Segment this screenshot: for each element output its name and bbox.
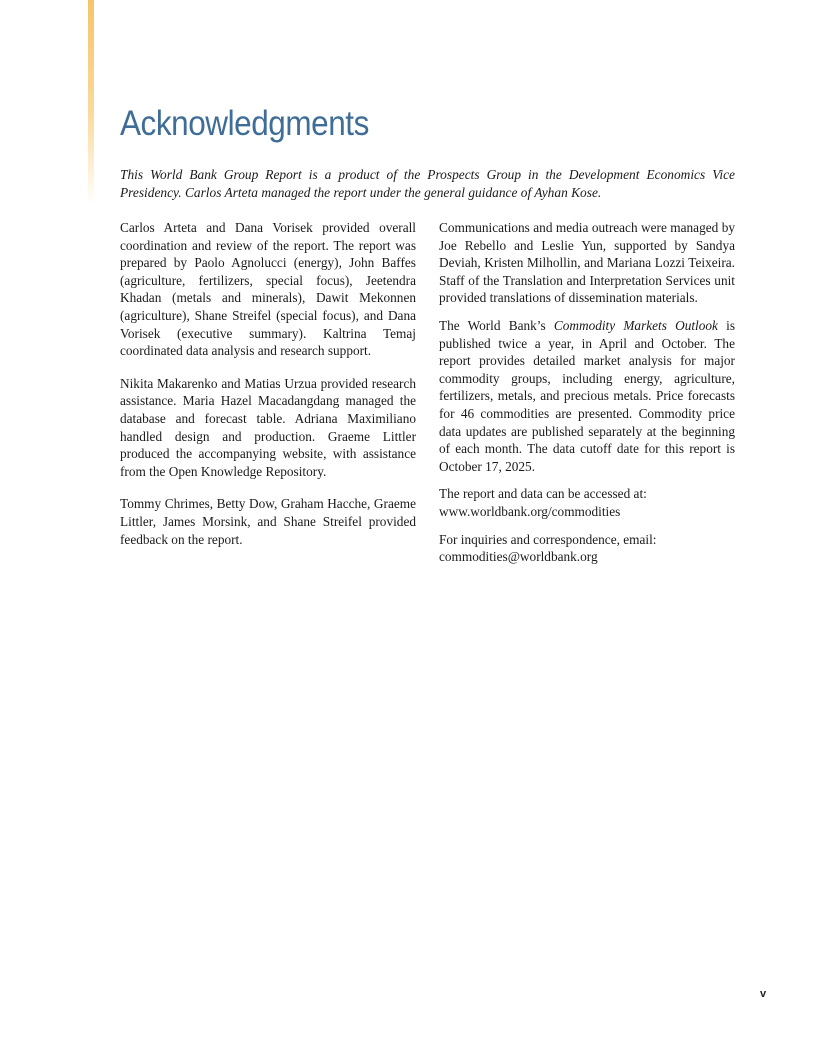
access-paragraph: [439, 485, 735, 520]
contact-label: For inquiries and correspondence, email:: [439, 531, 657, 547]
report-name: Commodity Markets Outlook: [553, 317, 718, 333]
contact-email-link[interactable]: commodities@worldbank.org: [439, 549, 598, 565]
page-number: v: [760, 988, 767, 1000]
right-column: [439, 219, 735, 566]
commodities-link[interactable]: www.worldbank.org/commodities: [439, 503, 621, 519]
page-title: Acknowledgments: [120, 104, 369, 143]
left-column: [120, 219, 416, 548]
access-label: The report and data can be accessed at:: [439, 486, 647, 502]
communications-paragraph: Communications and media outreach were managed by Joe Rebello and Leslie Yun, supported by Sandya Deviah, Kristen Milhollin, and Mariana Lozzi Teixeira. Staff of the Translation and Interpretation Services unit provided translations of dissemination materials.: [439, 220, 735, 306]
contact-paragraph: [439, 531, 735, 566]
intro-paragraph: This World Bank Group Report is a product of the Prospects Group in the Development Economics Vice Presidency. Carlos Arteta managed the report under the general guidance of Ayhan Kose.: [120, 167, 735, 200]
feedback-paragraph: Tommy Chrimes, Betty Dow, Graham Hacche, Graeme Littler, James Morsink, and Shane Streifel provided feedback on the report.: [120, 496, 416, 547]
publication-text-end: is published twice a year, in April and October. The report provides detailed market analysis for major commodity groups, including energy, agriculture, fertilizers, metals, and precious metals. Price forecasts for 46 commodities are presented. Commodity price data updates are published separately at the beginning of each month. The data cutoff date for this report is October 17, 2025.: [439, 317, 735, 474]
research-paragraph: Nikita Makarenko and Matias Urzua provided research assistance. Maria Hazel Macadangdang managed the database and forecast table. Adriana Maximiliano handled design and production. Graeme Littler produced the accompanying website, with assistance from the Open Knowledge Repository.: [120, 375, 416, 479]
credits-paragraph: Carlos Arteta and Dana Vorisek provided overall coordination and review of the report. The report was prepared by Paolo Agnolucci (energy), John Baffes (agriculture, fertilizers, special focus), Jeetendra Khadan (metals and minerals), Dawit Mekonnen (agriculture), Shane Streifel (special focus), and Dana Vorisek (executive summary). Kaltrina Temaj coordinated data analysis and research support.: [120, 220, 416, 359]
accent-bar: [88, 0, 94, 205]
publication-text-start: The World Bank’s: [439, 317, 554, 333]
publication-paragraph: [439, 317, 735, 475]
